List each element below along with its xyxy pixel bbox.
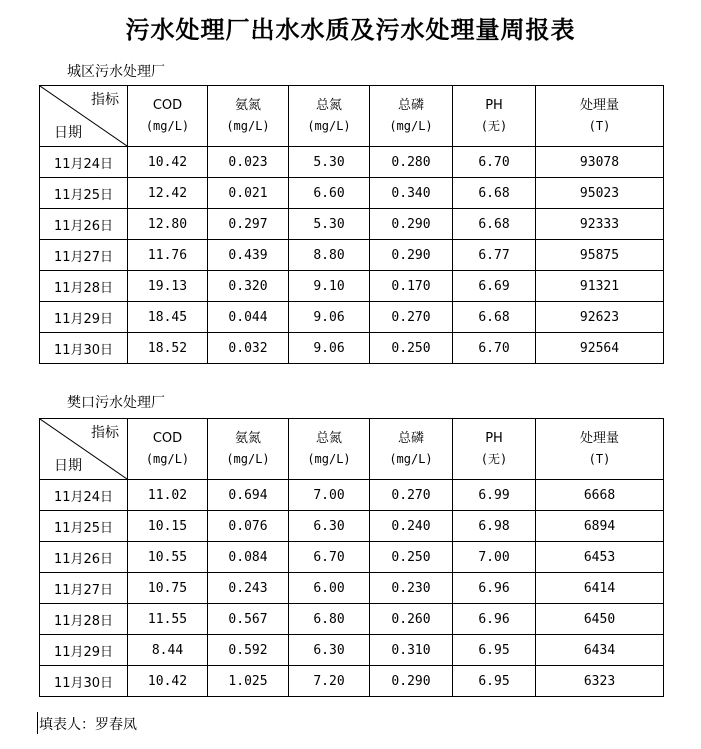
value-cell: 10.15 [128, 511, 208, 542]
value-cell: 0.270 [370, 302, 453, 333]
column-name: 总氮 [315, 98, 342, 113]
table-row [40, 573, 664, 604]
value-cell: 0.439 [208, 240, 289, 271]
table-row [40, 604, 664, 635]
value-cell: 6.30 [289, 635, 370, 666]
column-name: COD [152, 98, 183, 113]
table-row [40, 542, 664, 573]
date-cell: 11月24日 [40, 480, 128, 511]
column-unit: (mg/L) [145, 452, 190, 466]
water-quality-table-chengqu [39, 85, 664, 364]
table-row [40, 333, 664, 364]
value-cell: 6.95 [453, 666, 536, 697]
value-cell: 91321 [536, 271, 664, 302]
date-cell: 11月29日 [40, 302, 128, 333]
diagonal-header-cell [40, 419, 128, 480]
value-cell: 7.00 [453, 542, 536, 573]
table-row [40, 635, 664, 666]
plant-name-fankou: 樊口污水处理厂 [67, 395, 165, 411]
value-cell: 10.42 [128, 147, 208, 178]
column-header [289, 419, 370, 480]
value-cell: 0.250 [370, 333, 453, 364]
value-cell: 6.30 [289, 511, 370, 542]
value-cell: 0.032 [208, 333, 289, 364]
value-cell: 0.290 [370, 666, 453, 697]
value-cell: 10.75 [128, 573, 208, 604]
column-name: 处理量 [579, 431, 619, 446]
value-cell: 18.52 [128, 333, 208, 364]
value-cell: 0.270 [370, 480, 453, 511]
date-cell: 11月26日 [40, 209, 128, 240]
value-cell: 6.00 [289, 573, 370, 604]
value-cell: 5.30 [289, 209, 370, 240]
column-unit: (mg/L) [145, 119, 190, 133]
table-row [40, 511, 664, 542]
column-name: 总氮 [315, 431, 342, 446]
table-row [40, 209, 664, 240]
value-cell: 0.290 [370, 209, 453, 240]
value-cell: 0.592 [208, 635, 289, 666]
value-cell: 7.00 [289, 480, 370, 511]
column-header [208, 86, 289, 147]
date-label: 日期 [54, 458, 82, 474]
value-cell: 11.55 [128, 604, 208, 635]
value-cell: 6.77 [453, 240, 536, 271]
value-cell: 6.98 [453, 511, 536, 542]
value-cell: 6450 [536, 604, 664, 635]
value-cell: 8.80 [289, 240, 370, 271]
date-cell: 11月27日 [40, 240, 128, 271]
value-cell: 6.99 [453, 480, 536, 511]
date-cell: 11月24日 [40, 147, 128, 178]
water-quality-table-fankou [39, 418, 664, 697]
indicator-label: 指标 [91, 425, 119, 441]
date-cell: 11月30日 [40, 666, 128, 697]
value-cell: 7.20 [289, 666, 370, 697]
indicator-label: 指标 [91, 92, 119, 108]
value-cell: 92564 [536, 333, 664, 364]
table-row [40, 666, 664, 697]
value-cell: 0.044 [208, 302, 289, 333]
column-header [536, 86, 664, 147]
table-row [40, 240, 664, 271]
value-cell: 0.567 [208, 604, 289, 635]
value-cell: 0.340 [370, 178, 453, 209]
column-unit: (T) [588, 119, 611, 133]
column-header [289, 86, 370, 147]
value-cell: 92623 [536, 302, 664, 333]
date-cell: 11月25日 [40, 178, 128, 209]
value-cell: 0.230 [370, 573, 453, 604]
value-cell: 6453 [536, 542, 664, 573]
value-cell: 0.310 [370, 635, 453, 666]
column-unit: (mg/L) [226, 119, 270, 133]
column-header [370, 86, 453, 147]
column-unit: (mg/L) [389, 119, 433, 133]
value-cell: 6.70 [453, 333, 536, 364]
value-cell: 0.297 [208, 209, 289, 240]
column-name: 处理量 [579, 98, 619, 113]
column-header [453, 419, 536, 480]
value-cell: 0.084 [208, 542, 289, 573]
value-cell: 0.023 [208, 147, 289, 178]
value-cell: 12.42 [128, 178, 208, 209]
column-name: COD [152, 431, 183, 446]
column-name: 氨氮 [234, 98, 261, 113]
value-cell: 9.10 [289, 271, 370, 302]
column-unit: (无) [480, 119, 508, 133]
value-cell: 6414 [536, 573, 664, 604]
column-unit: (mg/L) [307, 119, 351, 133]
value-cell: 0.320 [208, 271, 289, 302]
value-cell: 95023 [536, 178, 664, 209]
value-cell: 18.45 [128, 302, 208, 333]
value-cell: 6.68 [453, 178, 536, 209]
column-name: PH [485, 98, 503, 113]
value-cell: 6.68 [453, 209, 536, 240]
column-header [128, 419, 208, 480]
value-cell: 6.70 [453, 147, 536, 178]
column-unit: (无) [480, 452, 508, 466]
column-name: PH [485, 431, 503, 446]
value-cell: 0.250 [370, 542, 453, 573]
table-row [40, 302, 664, 333]
value-cell: 6.96 [453, 604, 536, 635]
date-cell: 11月26日 [40, 542, 128, 573]
value-cell: 6.80 [289, 604, 370, 635]
value-cell: 6668 [536, 480, 664, 511]
value-cell: 6434 [536, 635, 664, 666]
value-cell: 11.76 [128, 240, 208, 271]
column-unit: (mg/L) [389, 452, 433, 466]
report-title: 污水处理厂出水水质及污水处理量周报表 [125, 16, 576, 44]
value-cell: 0.076 [208, 511, 289, 542]
date-cell: 11月29日 [40, 635, 128, 666]
column-header [536, 419, 664, 480]
column-header [370, 419, 453, 480]
report-filler: 填表人：罗春凤 [39, 717, 137, 733]
value-cell: 6323 [536, 666, 664, 697]
date-cell: 11月28日 [40, 604, 128, 635]
date-cell: 11月28日 [40, 271, 128, 302]
value-cell: 6894 [536, 511, 664, 542]
value-cell: 0.170 [370, 271, 453, 302]
column-header [128, 86, 208, 147]
value-cell: 11.02 [128, 480, 208, 511]
value-cell: 95875 [536, 240, 664, 271]
value-cell: 6.69 [453, 271, 536, 302]
header-row [40, 86, 664, 147]
value-cell: 8.44 [128, 635, 208, 666]
table-row [40, 271, 664, 302]
value-cell: 0.243 [208, 573, 289, 604]
value-cell: 0.290 [370, 240, 453, 271]
value-cell: 0.280 [370, 147, 453, 178]
value-cell: 0.021 [208, 178, 289, 209]
column-unit: (mg/L) [226, 452, 270, 466]
table-row [40, 480, 664, 511]
value-cell: 12.80 [128, 209, 208, 240]
value-cell: 19.13 [128, 271, 208, 302]
diagonal-header-cell [40, 86, 128, 147]
value-cell: 6.68 [453, 302, 536, 333]
column-unit: (mg/L) [307, 452, 351, 466]
table-row [40, 147, 664, 178]
column-unit: (T) [588, 452, 611, 466]
date-cell: 11月30日 [40, 333, 128, 364]
value-cell: 10.55 [128, 542, 208, 573]
value-cell: 93078 [536, 147, 664, 178]
value-cell: 10.42 [128, 666, 208, 697]
value-cell: 6.96 [453, 573, 536, 604]
footer-divider [37, 712, 38, 734]
value-cell: 0.240 [370, 511, 453, 542]
column-name: 总磷 [397, 98, 424, 113]
column-name: 氨氮 [234, 431, 261, 446]
table-row [40, 178, 664, 209]
value-cell: 6.60 [289, 178, 370, 209]
date-cell: 11月25日 [40, 511, 128, 542]
value-cell: 9.06 [289, 333, 370, 364]
plant-name-chengqu: 城区污水处理厂 [67, 64, 165, 80]
value-cell: 0.260 [370, 604, 453, 635]
column-name: 总磷 [397, 431, 424, 446]
column-header [208, 419, 289, 480]
date-cell: 11月27日 [40, 573, 128, 604]
value-cell: 5.30 [289, 147, 370, 178]
value-cell: 6.95 [453, 635, 536, 666]
date-label: 日期 [54, 125, 82, 141]
value-cell: 0.694 [208, 480, 289, 511]
value-cell: 6.70 [289, 542, 370, 573]
column-header [453, 86, 536, 147]
value-cell: 92333 [536, 209, 664, 240]
value-cell: 1.025 [208, 666, 289, 697]
value-cell: 9.06 [289, 302, 370, 333]
header-row [40, 419, 664, 480]
